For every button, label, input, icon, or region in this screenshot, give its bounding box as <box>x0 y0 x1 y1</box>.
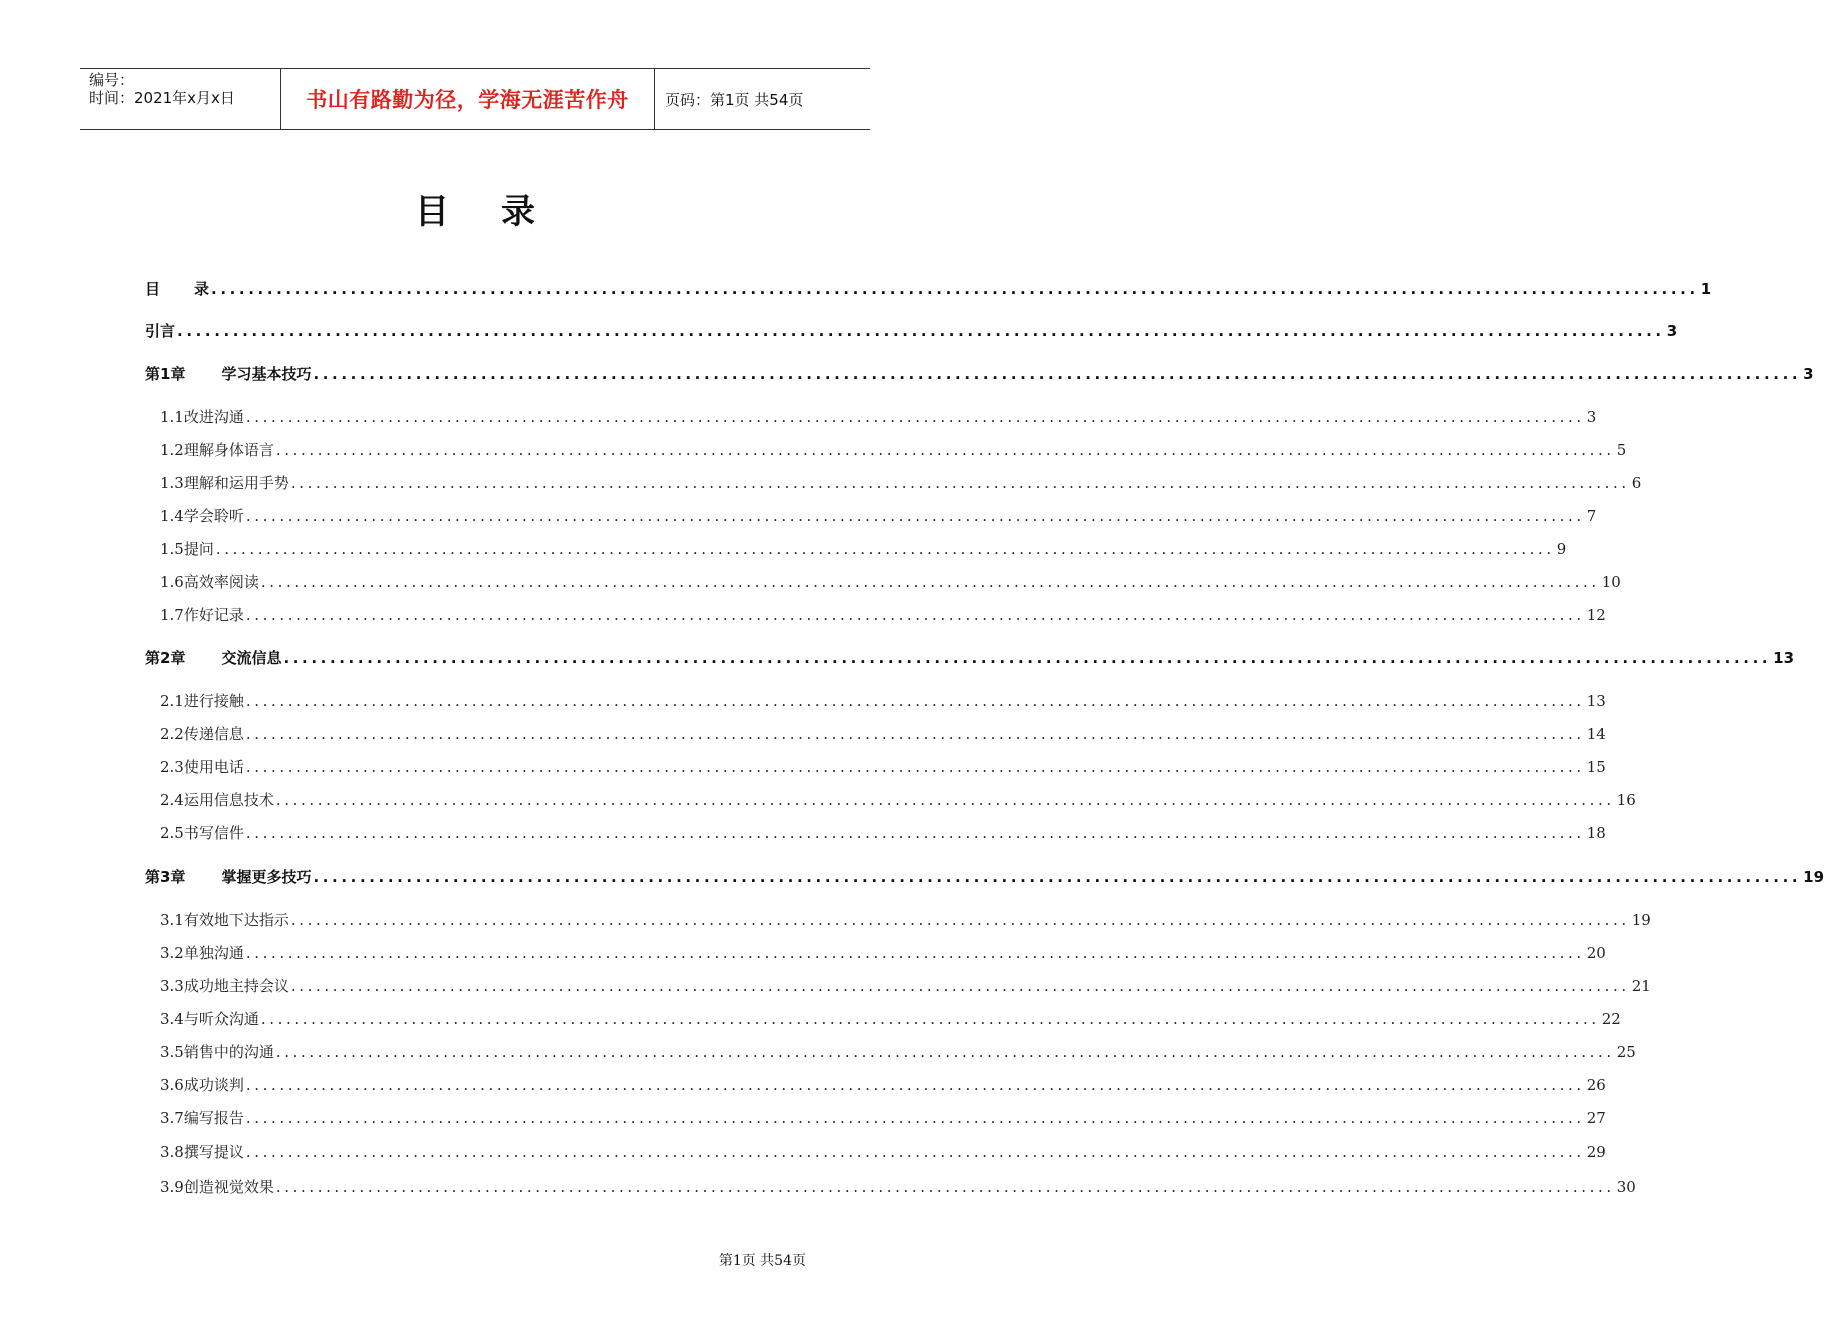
toc-entry-chapter[interactable] <box>145 647 1795 669</box>
toc-dot-leader: ................................................................................................................................................................ <box>245 692 1585 710</box>
toc-entry-label <box>160 723 244 745</box>
toc-entry-label <box>160 942 244 964</box>
toc-entry-page-number: 19 <box>1803 868 1824 886</box>
toc-entry-page-number: 5 <box>1616 441 1627 459</box>
toc-entry-page-number: 12 <box>1586 606 1606 624</box>
toc-entry-page-number: 10 <box>1601 573 1621 591</box>
toc-entry-label <box>160 571 259 593</box>
toc-entry-section[interactable] <box>160 538 1567 560</box>
toc-entry-section[interactable] <box>160 439 1627 461</box>
toc-entry-title: 1.6高效率阅读 <box>160 573 259 591</box>
toc-entry-page-number: 16 <box>1616 791 1636 809</box>
toc-entry-page-number: 29 <box>1586 1143 1606 1161</box>
footer-page-label: 第1页 共54页 <box>718 1253 806 1269</box>
toc-entry-label <box>160 439 274 461</box>
toc-entry-page-number: 3 <box>1586 408 1597 426</box>
toc-entry-section[interactable] <box>160 604 1606 626</box>
toc-entry-section[interactable] <box>160 822 1606 844</box>
toc-entry-label <box>145 363 311 385</box>
toc-entry-label <box>160 690 244 712</box>
toc-entry-page-number: 3 <box>1803 365 1814 383</box>
toc-entry-section[interactable] <box>160 571 1621 593</box>
toc-entry-label <box>160 1041 274 1063</box>
toc-entry-label <box>145 320 175 342</box>
toc-entry-section[interactable] <box>160 789 1636 811</box>
toc-dot-leader: ................................................................................................................................................................ <box>245 824 1585 842</box>
toc-entry-prefix: 第3章 <box>145 868 186 886</box>
toc-entry-title: 2.3使用电话 <box>160 758 244 776</box>
toc-entry-chapter[interactable] <box>145 866 1824 888</box>
code-label: 编号： <box>89 71 135 89</box>
toc-dot-leader: ................................................................................................................................................................ <box>290 977 1630 995</box>
toc-dot-leader: ................................................................................................................................................................ <box>283 649 1772 667</box>
toc-entry-page-number: 19 <box>1631 911 1651 929</box>
toc-entry-section[interactable] <box>160 1008 1621 1030</box>
toc-entry-title: 1.3理解和运用手势 <box>160 474 289 492</box>
toc-entry-title: 1.5提问 <box>160 540 214 558</box>
toc-entry-section[interactable] <box>160 1176 1636 1198</box>
toc-entry-page-number: 3 <box>1666 322 1678 340</box>
toc-entry-section[interactable] <box>160 406 1597 428</box>
toc-entry-title: 1.1改进沟通 <box>160 408 244 426</box>
toc-entry-page-number: 21 <box>1631 977 1651 995</box>
toc-entry-section[interactable] <box>160 723 1606 745</box>
toc-entry-chapter[interactable] <box>145 320 1678 342</box>
toc-entry-title: 录 <box>194 280 210 298</box>
toc-entry-page-number: 7 <box>1586 507 1597 525</box>
toc-entry-title: 引言 <box>145 322 176 340</box>
toc-entry-title: 3.6成功谈判 <box>160 1076 244 1094</box>
toc-entry-title: 1.4学会聆听 <box>160 507 244 525</box>
toc-entry-label <box>160 472 289 494</box>
toc-entry-page-number: 6 <box>1631 474 1642 492</box>
toc-entry-label <box>160 538 214 560</box>
toc-entry-title: 2.5书写信件 <box>160 824 244 842</box>
toc-dot-leader: ................................................................................................................................................................ <box>215 540 1555 558</box>
toc-entry-prefix: 第2章 <box>145 649 186 667</box>
toc-entry-title: 3.8撰写提议 <box>160 1143 244 1161</box>
toc-entry-section[interactable] <box>160 942 1606 964</box>
toc-entry-prefix: 第1章 <box>145 365 186 383</box>
toc-entry-label <box>160 1074 244 1096</box>
toc-dot-leader: ................................................................................................................................................................ <box>260 1010 1600 1028</box>
time-label: 时间：2021年x月x日 <box>89 89 235 107</box>
toc-entry-title: 3.1有效地下达指示 <box>160 911 289 929</box>
toc-entry-label <box>160 822 244 844</box>
toc-dot-leader: ................................................................................................................................................................ <box>177 322 1665 340</box>
toc-dot-leader: ................................................................................................................................................................ <box>290 474 1630 492</box>
toc-dot-leader: ................................................................................................................................................................ <box>245 408 1585 426</box>
toc-entry-page-number: 14 <box>1586 725 1606 743</box>
toc-entry-section[interactable] <box>160 1107 1606 1129</box>
toc-entry-section[interactable] <box>160 1041 1636 1063</box>
header-meta <box>80 69 281 129</box>
toc-entry-title: 3.2单独沟通 <box>160 944 244 962</box>
toc-entry-title: 1.2理解身体语言 <box>160 441 274 459</box>
toc-entry-page-number: 9 <box>1556 540 1567 558</box>
toc-entry-title: 学习基本技巧 <box>221 365 312 383</box>
toc-dot-leader: ................................................................................................................................................................ <box>313 365 1802 383</box>
page-title: 目录 <box>415 192 587 232</box>
toc-entry-label <box>160 604 244 626</box>
toc-entry-section[interactable] <box>160 975 1651 997</box>
toc-dot-leader: ................................................................................................................................................................ <box>245 507 1585 525</box>
header-motto: 书山有路勤为径，学海无涯苦作舟 <box>281 69 655 129</box>
toc-entry-chapter[interactable] <box>145 278 1712 300</box>
toc-entry-page-number: 26 <box>1586 1076 1606 1094</box>
toc-entry-page-number: 30 <box>1616 1178 1636 1196</box>
toc-dot-leader: ................................................................................................................................................................ <box>245 1109 1585 1127</box>
toc-dot-leader: ................................................................................................................................................................ <box>245 606 1585 624</box>
toc-dot-leader: ................................................................................................................................................................ <box>275 441 1615 459</box>
toc-entry-page-number: 20 <box>1586 944 1606 962</box>
toc-entry-page-number: 25 <box>1616 1043 1636 1061</box>
toc-entry-title: 掌握更多技巧 <box>221 868 312 886</box>
toc-entry-label <box>160 1141 244 1163</box>
toc-entry-page-number: 27 <box>1586 1109 1606 1127</box>
toc-entry-label <box>160 505 244 527</box>
toc-dot-leader: ................................................................................................................................................................ <box>275 1043 1615 1061</box>
toc-entry-chapter[interactable] <box>145 363 1814 385</box>
toc-dot-leader: ................................................................................................................................................................ <box>245 725 1585 743</box>
toc-dot-leader: ................................................................................................................................................................ <box>290 911 1630 929</box>
toc-dot-leader: ................................................................................................................................................................ <box>245 1143 1585 1161</box>
toc-entry-label <box>160 789 274 811</box>
toc-entry-page-number: 15 <box>1586 758 1606 776</box>
toc-dot-leader: ................................................................................................................................................................ <box>245 944 1585 962</box>
toc-entry-title: 交流信息 <box>221 649 282 667</box>
toc-entry-section[interactable] <box>160 1141 1606 1163</box>
toc-dot-leader: ................................................................................................................................................................ <box>313 868 1802 886</box>
toc-dot-leader: ................................................................................................................................................................ <box>260 573 1600 591</box>
toc-dot-leader: ................................................................................................................................................................ <box>245 758 1585 776</box>
toc-entry-label <box>160 1107 244 1129</box>
toc-entry-section[interactable] <box>160 505 1597 527</box>
toc-dot-leader: ................................................................................................................................................................ <box>211 280 1699 298</box>
toc-entry-label <box>160 909 289 931</box>
toc-dot-leader: ................................................................................................................................................................ <box>275 791 1615 809</box>
toc-entry-title: 2.1进行接触 <box>160 692 244 710</box>
toc-entry-section[interactable] <box>160 756 1606 778</box>
toc-entry-title: 3.7编写报告 <box>160 1109 244 1127</box>
toc-entry-label <box>160 756 244 778</box>
toc-entry-section[interactable] <box>160 472 1642 494</box>
toc-entry-prefix: 目 <box>145 280 161 298</box>
toc-entry-title: 3.3成功地主持会议 <box>160 977 289 995</box>
toc-entry-label <box>145 278 209 300</box>
toc-entry-label <box>145 647 281 669</box>
document-header <box>80 68 870 130</box>
toc-entry-label <box>160 975 289 997</box>
toc-entry-page-number: 18 <box>1586 824 1606 842</box>
toc-entry-page-number: 13 <box>1586 692 1606 710</box>
toc-entry-page-number: 1 <box>1700 280 1712 298</box>
toc-entry-page-number: 13 <box>1773 649 1795 667</box>
toc-entry-title: 3.9创造视觉效果 <box>160 1178 274 1196</box>
toc-entry-title: 2.2传递信息 <box>160 725 244 743</box>
toc-entry-section[interactable] <box>160 909 1651 931</box>
toc-entry-section[interactable] <box>160 1074 1606 1096</box>
toc-entry-title: 3.5销售中的沟通 <box>160 1043 274 1061</box>
toc-entry-page-number: 22 <box>1601 1010 1621 1028</box>
toc-dot-leader: ................................................................................................................................................................ <box>245 1076 1585 1094</box>
toc-entry-title: 3.4与听众沟通 <box>160 1010 259 1028</box>
toc-entry-label <box>160 1176 274 1198</box>
toc-entry-label <box>145 866 311 888</box>
toc-entry-section[interactable] <box>160 690 1606 712</box>
toc-entry-label <box>160 406 244 428</box>
toc-entry-label <box>160 1008 259 1030</box>
toc-dot-leader: ................................................................................................................................................................ <box>275 1178 1615 1196</box>
toc-entry-title: 2.4运用信息技术 <box>160 791 274 809</box>
toc-entry-title: 1.7作好记录 <box>160 606 244 624</box>
header-page-label: 页码：第1页 共54页 <box>665 90 804 109</box>
